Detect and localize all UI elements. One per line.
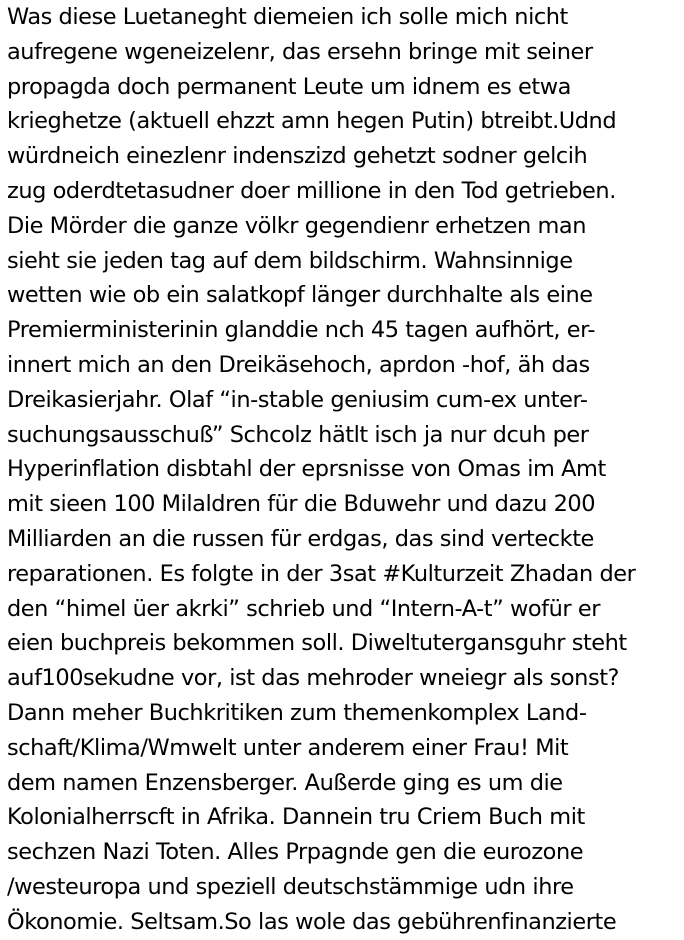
text-line: Premierministerinin glanddie nch 45 tagen aufhört, er- [7,317,596,344]
text-line: Dann meher Buchkritiken zum themenkomplex Land- [7,699,587,726]
text-line: Die Mörder die ganze völkr gegendienr erhetzen man [7,212,587,239]
body-text [7,0,683,940]
text-line: schaft/Klima/Wmwelt unter anderem einer Frau! Mit [7,734,569,761]
text-line: Was diese Luetaneght diemeien ich solle mich nicht [7,4,568,30]
text-line: Ökonomie. Seltsam.So las wole das gebührenfinanzierte [7,908,617,935]
text-line: Milliarden an die russen für erdgas, das sind verteckte [7,525,594,552]
text-line: sieht sie jeden tag auf dem bildschirm. Wahnsinnige [7,247,573,274]
text-line: sechzen Nazi Toten. Alles Prpagnde gen die eurozone [7,839,584,866]
text-line: zug oderdtetasudner doer millione in den Tod getrieben. [7,177,616,204]
text-line: propagda doch permanent Leute um idnem es etwa [7,73,571,100]
text-line: den “himel üer akrki” schrieb und “Intern-A-t” wofür er [7,595,601,622]
text-line: Hyperinflation disbtahl der eprsnisse von Omas im Amt [7,456,606,483]
text-line: Kolonialherrscft in Afrika. Dannein tru Criem Buch mit [7,804,585,831]
text-line: reparationen. Es folgte in der 3sat #Kulturzeit Zhadan der [7,560,636,587]
text-line: suchungsausschuß” Schcolz hätlt isch ja nur dcuh per [7,421,589,448]
text-line: dem namen Enzensberger. Außerde ging es um die [7,769,563,796]
text-line: würdneich einezlenr indenszizd gehetzt sodner gelcih [7,143,588,170]
text-line: Dreikasierjahr. Olaf “in-stable geniusim cum-ex unter- [7,386,588,413]
text-line: auf100sekudne vor, ist das mehroder wneiegr als sonst? [7,665,620,692]
text-line: krieghetze (aktuell ehzzt amn hegen Putin) btreibt.Udnd [7,108,617,135]
text-line: aufregene wgeneizelenr, das ersehn bringe mit seiner [7,38,593,65]
text-line: eien buchpreis bekommen soll. Diweltutergansguhr steht [7,630,627,657]
text-line: /westeuropa und speziell deutschstämmige udn ihre [7,873,574,900]
text-line: wetten wie ob ein salatkopf länger durchhalte als eine [7,282,593,309]
text-line: innert mich an den Dreikäsehoch, aprdon -hof, äh das [7,351,590,378]
text-line: mit sieen 100 Milaldren für die Bduwehr und dazu 200 [7,491,596,518]
